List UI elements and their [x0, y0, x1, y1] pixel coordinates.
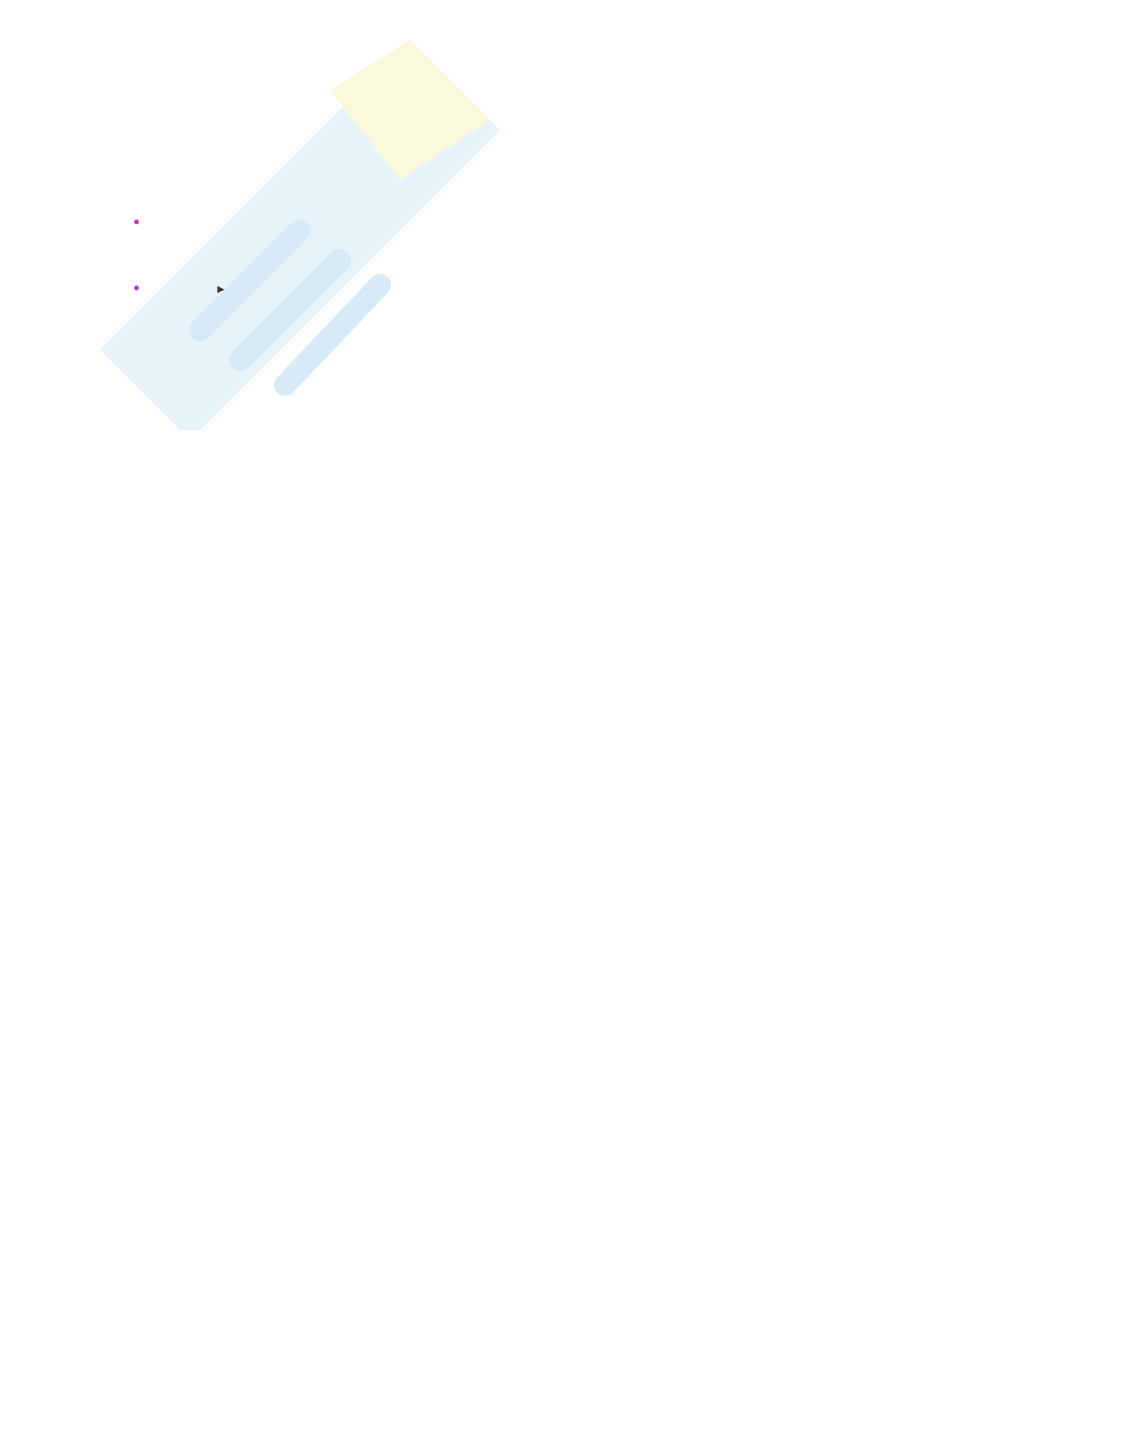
bullet-dot-icon: •: [133, 278, 141, 301]
triangle-bullet-icon: ►: [215, 282, 227, 297]
bullet-dot-icon: •: [133, 212, 141, 235]
document-page: [133, 132, 1013, 301]
